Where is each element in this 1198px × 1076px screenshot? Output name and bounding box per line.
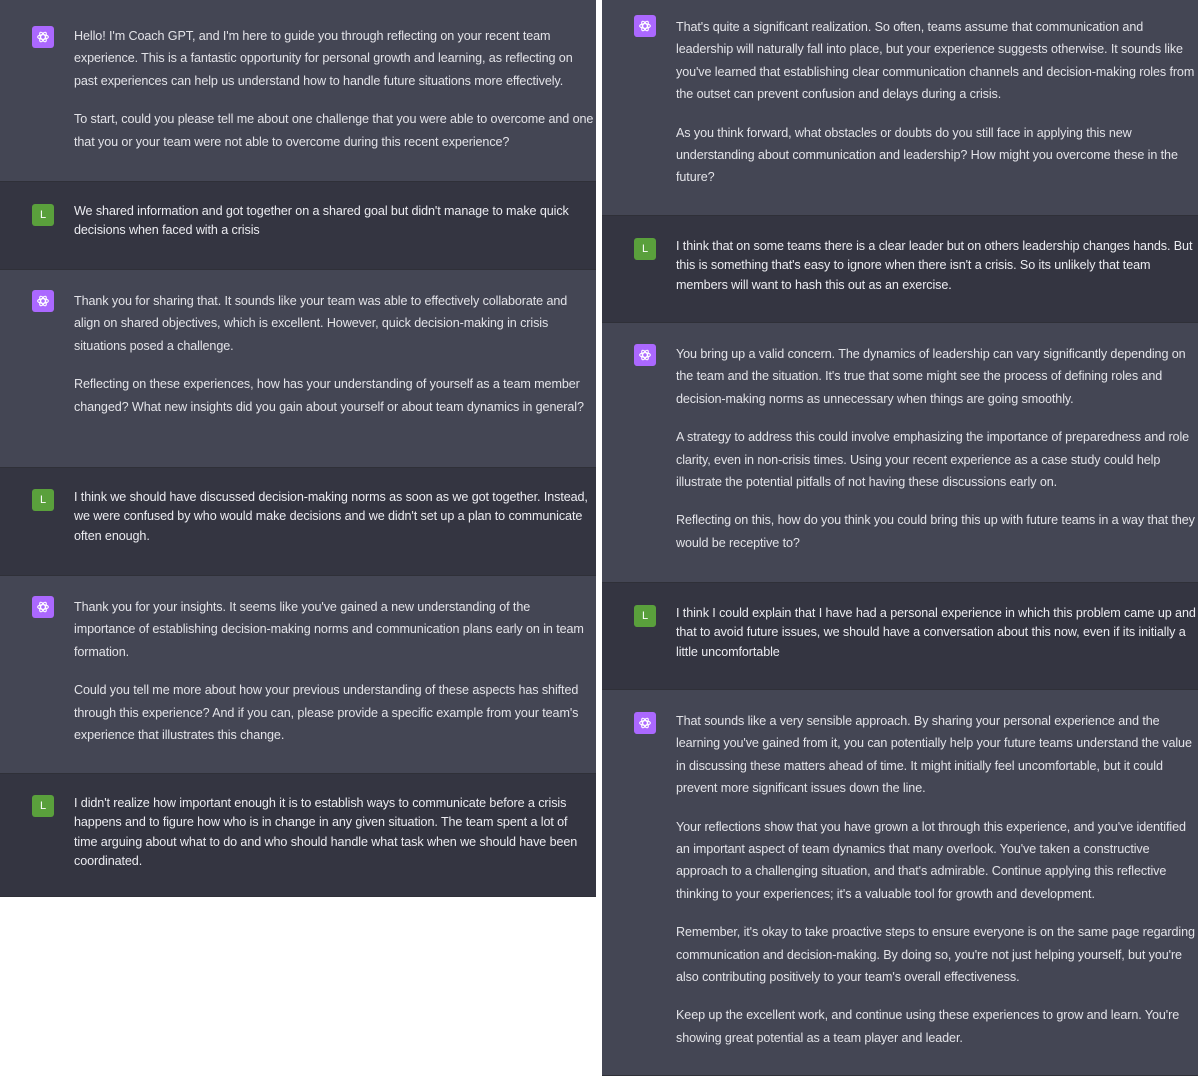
assistant-message [602,323,1198,583]
message-text [676,710,1196,1049]
message-paragraph: We shared information and got together on a shared goal but didn't manage to make quick decisions when faced with a crisis [74,204,569,238]
message-paragraph: To start, could you please tell me about one challenge that you were able to overcome and one that you or your team were not able to overcome during this recent experience? [74,112,594,149]
message-paragraph: Could you tell me more about how your previous understanding of these aspects has shifted through this experience? And if you can, please provide a specific example from your team's experience that illustrates this change. [74,683,579,743]
message-text [74,202,594,241]
openai-logo-icon [32,26,54,48]
assistant-message [0,576,596,774]
message-text [676,343,1196,554]
message-paragraph: That's quite a significant realization. So often, teams assume that communication and leadership will naturally fall into place, but your experience suggests otherwise. It sounds like you've learned that establishing clear communication channels and decision-making roles from the outset can prevent confusion and delays during a crisis. [676,20,1195,102]
user-avatar: L [32,795,54,817]
message-paragraph: I think I could explain that I have had a personal experience in which this problem came up and that to avoid future issues, we should have a conversation about this now, even if its initially a little uncomfortable [676,606,1196,659]
user-avatar: L [634,238,656,260]
assistant-message [602,0,1198,216]
message-text [676,16,1196,189]
message-text [74,25,594,153]
user-message [0,468,596,576]
right-conversation-column [602,0,1198,1076]
assistant-message [0,270,596,468]
user-avatar: L [32,204,54,226]
user-message [602,216,1198,323]
openai-logo-icon [634,15,656,37]
openai-logo-icon [32,596,54,618]
message-paragraph: Thank you for your insights. It seems like you've gained a new understanding of the importance of establishing decision-making norms and communication plans early on in team formation. [74,600,584,659]
message-paragraph: Reflecting on these experiences, how has your understanding of yourself as a team member changed? What new insights did you gain about yourself or about team dynamics in general? [74,377,584,414]
openai-logo-icon [634,344,656,366]
message-paragraph: You bring up a valid concern. The dynamics of leadership can vary significantly depending on the team and the situation. It's true that some might see the process of defining roles and decision-making norms as unnecessary when things are going smoothly. [676,347,1186,406]
message-paragraph: Keep up the excellent work, and continue using these experiences to grow and learn. You're showing great potential as a team player and leader. [676,1008,1180,1045]
user-avatar: L [32,489,54,511]
assistant-message [602,690,1198,1076]
openai-logo-icon [32,290,54,312]
user-message [0,182,596,270]
message-paragraph: Remember, it's okay to take proactive steps to ensure everyone is on the same page regarding communication and decision-making. By doing so, you're not just helping yourself, but you're also contributing positively to your team's overall effectiveness. [676,925,1195,985]
user-message [602,583,1198,690]
message-paragraph: Thank you for sharing that. It sounds like your team was able to effectively collaborate and align on shared objectives, which is excellent. However, quick decision-making in crisis situations posed a challenge. [74,294,568,353]
message-paragraph: Your reflections show that you have grown a lot through this experience, and you've identified an important aspect of team dynamics that many overlook. You've taken a constructive approach to a challenging situation, and that's admirable. Continue applying this reflective thinking to your experiences; it's a valuable tool for growth and development. [676,819,1186,901]
message-paragraph: I didn't realize how important enough it is to establish ways to communicate before a crisis happens and to figure how who is in change in any given situation. The team spent a lot of time arguing about what to do and who should handle what task when we should have been coordinated. [74,796,578,868]
message-text [74,596,594,746]
user-avatar: L [634,605,656,627]
user-message [0,774,596,897]
message-paragraph: Reflecting on this, how do you think you could bring this up with future teams in a way that they would be receptive to? [676,513,1195,550]
message-paragraph: As you think forward, what obstacles or doubts do you still face in applying this new understanding about communication and leadership? How might you overcome these in the future? [676,125,1178,185]
message-paragraph: Hello! I'm Coach GPT, and I'm here to guide you through reflecting on your recent team experience. This is a fantastic opportunity for personal growth and learning, as reflecting on past experiences can help us understand how to handle future situations more effectively. [74,29,573,88]
left-conversation-column [0,0,596,897]
message-text [74,794,594,871]
openai-logo-icon [634,712,656,734]
message-paragraph: A strategy to address this could involve emphasizing the importance of preparedness and role clarity, even in non-crisis times. Using your recent experience as a case study could help illustrate the potential pitfalls of not having these discussions early on. [676,430,1190,490]
message-text [74,488,594,546]
message-paragraph: I think we should have discussed decision-making norms as soon as we got together. Instead, we were confused by who would make decisions and we didn't set up a plan to communicate often enough. [74,490,588,543]
message-paragraph: I think that on some teams there is a clear leader but on others leadership changes hands. But this is something that's easy to ignore when there isn't a crisis. So its unlikely that team members will want to hash this out as an exercise. [676,239,1193,292]
message-text [676,237,1196,295]
message-paragraph: That sounds like a very sensible approach. By sharing your personal experience and the learning you've gained from it, you can potentially help your future teams understand the value in discussing these matters ahead of time. It might initially feel uncomfortable, but it could prevent more significant issues down the line. [676,714,1192,796]
assistant-message [0,0,596,182]
message-text [74,290,594,418]
message-text [676,604,1196,662]
